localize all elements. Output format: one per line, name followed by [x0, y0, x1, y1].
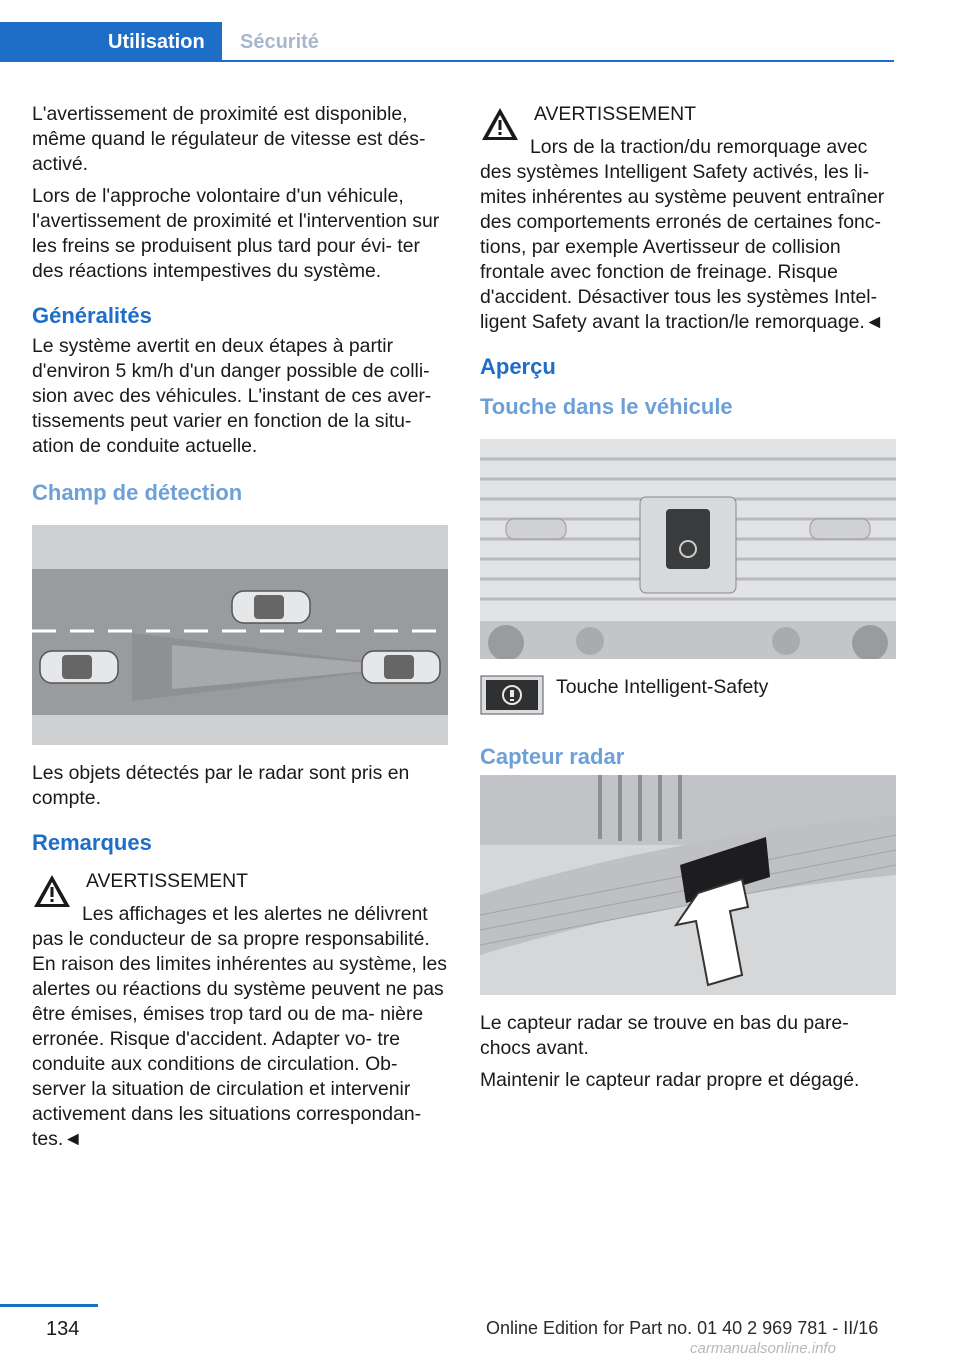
right-column — [480, 102, 896, 1100]
heading-capteur-radar: Capteur radar — [480, 744, 625, 769]
watermark: carmanualsonline.info — [690, 1340, 836, 1357]
warning-text: Les affichages et les alertes ne délivrent pas le conducteur de sa propre responsabilité. En raison des limites inhérentes au système, les alertes ou réactions du système peuvent ne pas être émises, émises trop tard ou de ma‐ nière erronée. Risque d'accident. Adapter vo‐ tre conduite aux conditions de circulation. Ob‐ server la situation de circulation et intervenir activement dans les situations correspondan‐ tes.◄ — [32, 903, 447, 1150]
warning-text: Lors de la traction/du remorquage avec des systèmes Intelligent Safety activés, les li‐ mites inhérentes au système peuvent entraîner des comportements erronés de certaines fonc‐ tions, par exemple Avertisseur de collision frontale avec fonction de freinage. Risque d'accident. Désactiver tous les systèmes Intel‐ ligent Safety avant la traction/le remorquage.◄ — [480, 136, 885, 333]
safety-button-label: Touche Intelligent-Safety — [556, 676, 769, 698]
car-ahead-icon — [232, 591, 310, 623]
left-column — [32, 102, 448, 1156]
edition-text: Online Edition for Part no. 01 40 2 969 781 - II/16 — [486, 1318, 879, 1338]
intelligent-safety-button-icon — [480, 675, 544, 715]
paragraph-approach: Lors de l'approche volontaire d'un véhicule, l'avertissement de proximité et l'intervention sur les freins se produisent plus tard pour évi‐ ter des réactions intempestives du système. — [32, 185, 440, 282]
heading-champ-detection: Champ de détection — [32, 480, 243, 505]
warning-title: AVERTISSEMENT — [86, 870, 248, 892]
dashboard-button-photo — [480, 439, 896, 659]
car-own-icon — [362, 651, 440, 683]
paragraph-radar-location: Le capteur radar se trouve en bas du pare‐ chocs avant. — [480, 1012, 849, 1059]
detection-field-illustration — [32, 525, 448, 745]
paragraph-detected-objects: Les objets détectés par le radar sont pris en compte. — [32, 762, 410, 809]
safety-button-legend — [480, 675, 896, 715]
header-tabs — [0, 0, 960, 62]
tab-utilisation[interactable]: Utilisation — [0, 22, 222, 62]
heading-generalites: Généralités — [32, 303, 152, 328]
warning-triangle-icon — [32, 873, 72, 909]
heading-apercu: Aperçu — [480, 354, 556, 379]
warning-title: AVERTISSEMENT — [534, 103, 696, 125]
paragraph-radar-clean: Maintenir le capteur radar propre et dégagé. — [480, 1069, 860, 1091]
radar-sensor-photo — [480, 775, 896, 995]
header-divider — [0, 60, 894, 62]
tab-securite[interactable]: Sécurité — [240, 31, 319, 53]
footer-divider — [0, 1304, 98, 1307]
car-rear-icon — [40, 651, 118, 683]
warning-triangle-icon — [480, 106, 520, 142]
heading-touche: Touche dans le véhicule — [480, 394, 733, 419]
page-number: 134 — [46, 1318, 80, 1340]
paragraph-two-stages: Le système avertit en deux étapes à partir d'environ 5 km/h d'un danger possible de colli‐ sion avec des véhicules. L'instant de ces aver‐ tissements peut varier en fonction de la situ‐ ation de conduite actuelle. — [32, 335, 432, 457]
heading-remarques: Remarques — [32, 830, 152, 855]
warning-block-right — [480, 102, 896, 335]
warning-block-left — [32, 869, 448, 1152]
paragraph-proximity-warning: L'avertissement de proximité est disponible, même quand le régulateur de vitesse est dés‐ activé. — [32, 103, 426, 175]
